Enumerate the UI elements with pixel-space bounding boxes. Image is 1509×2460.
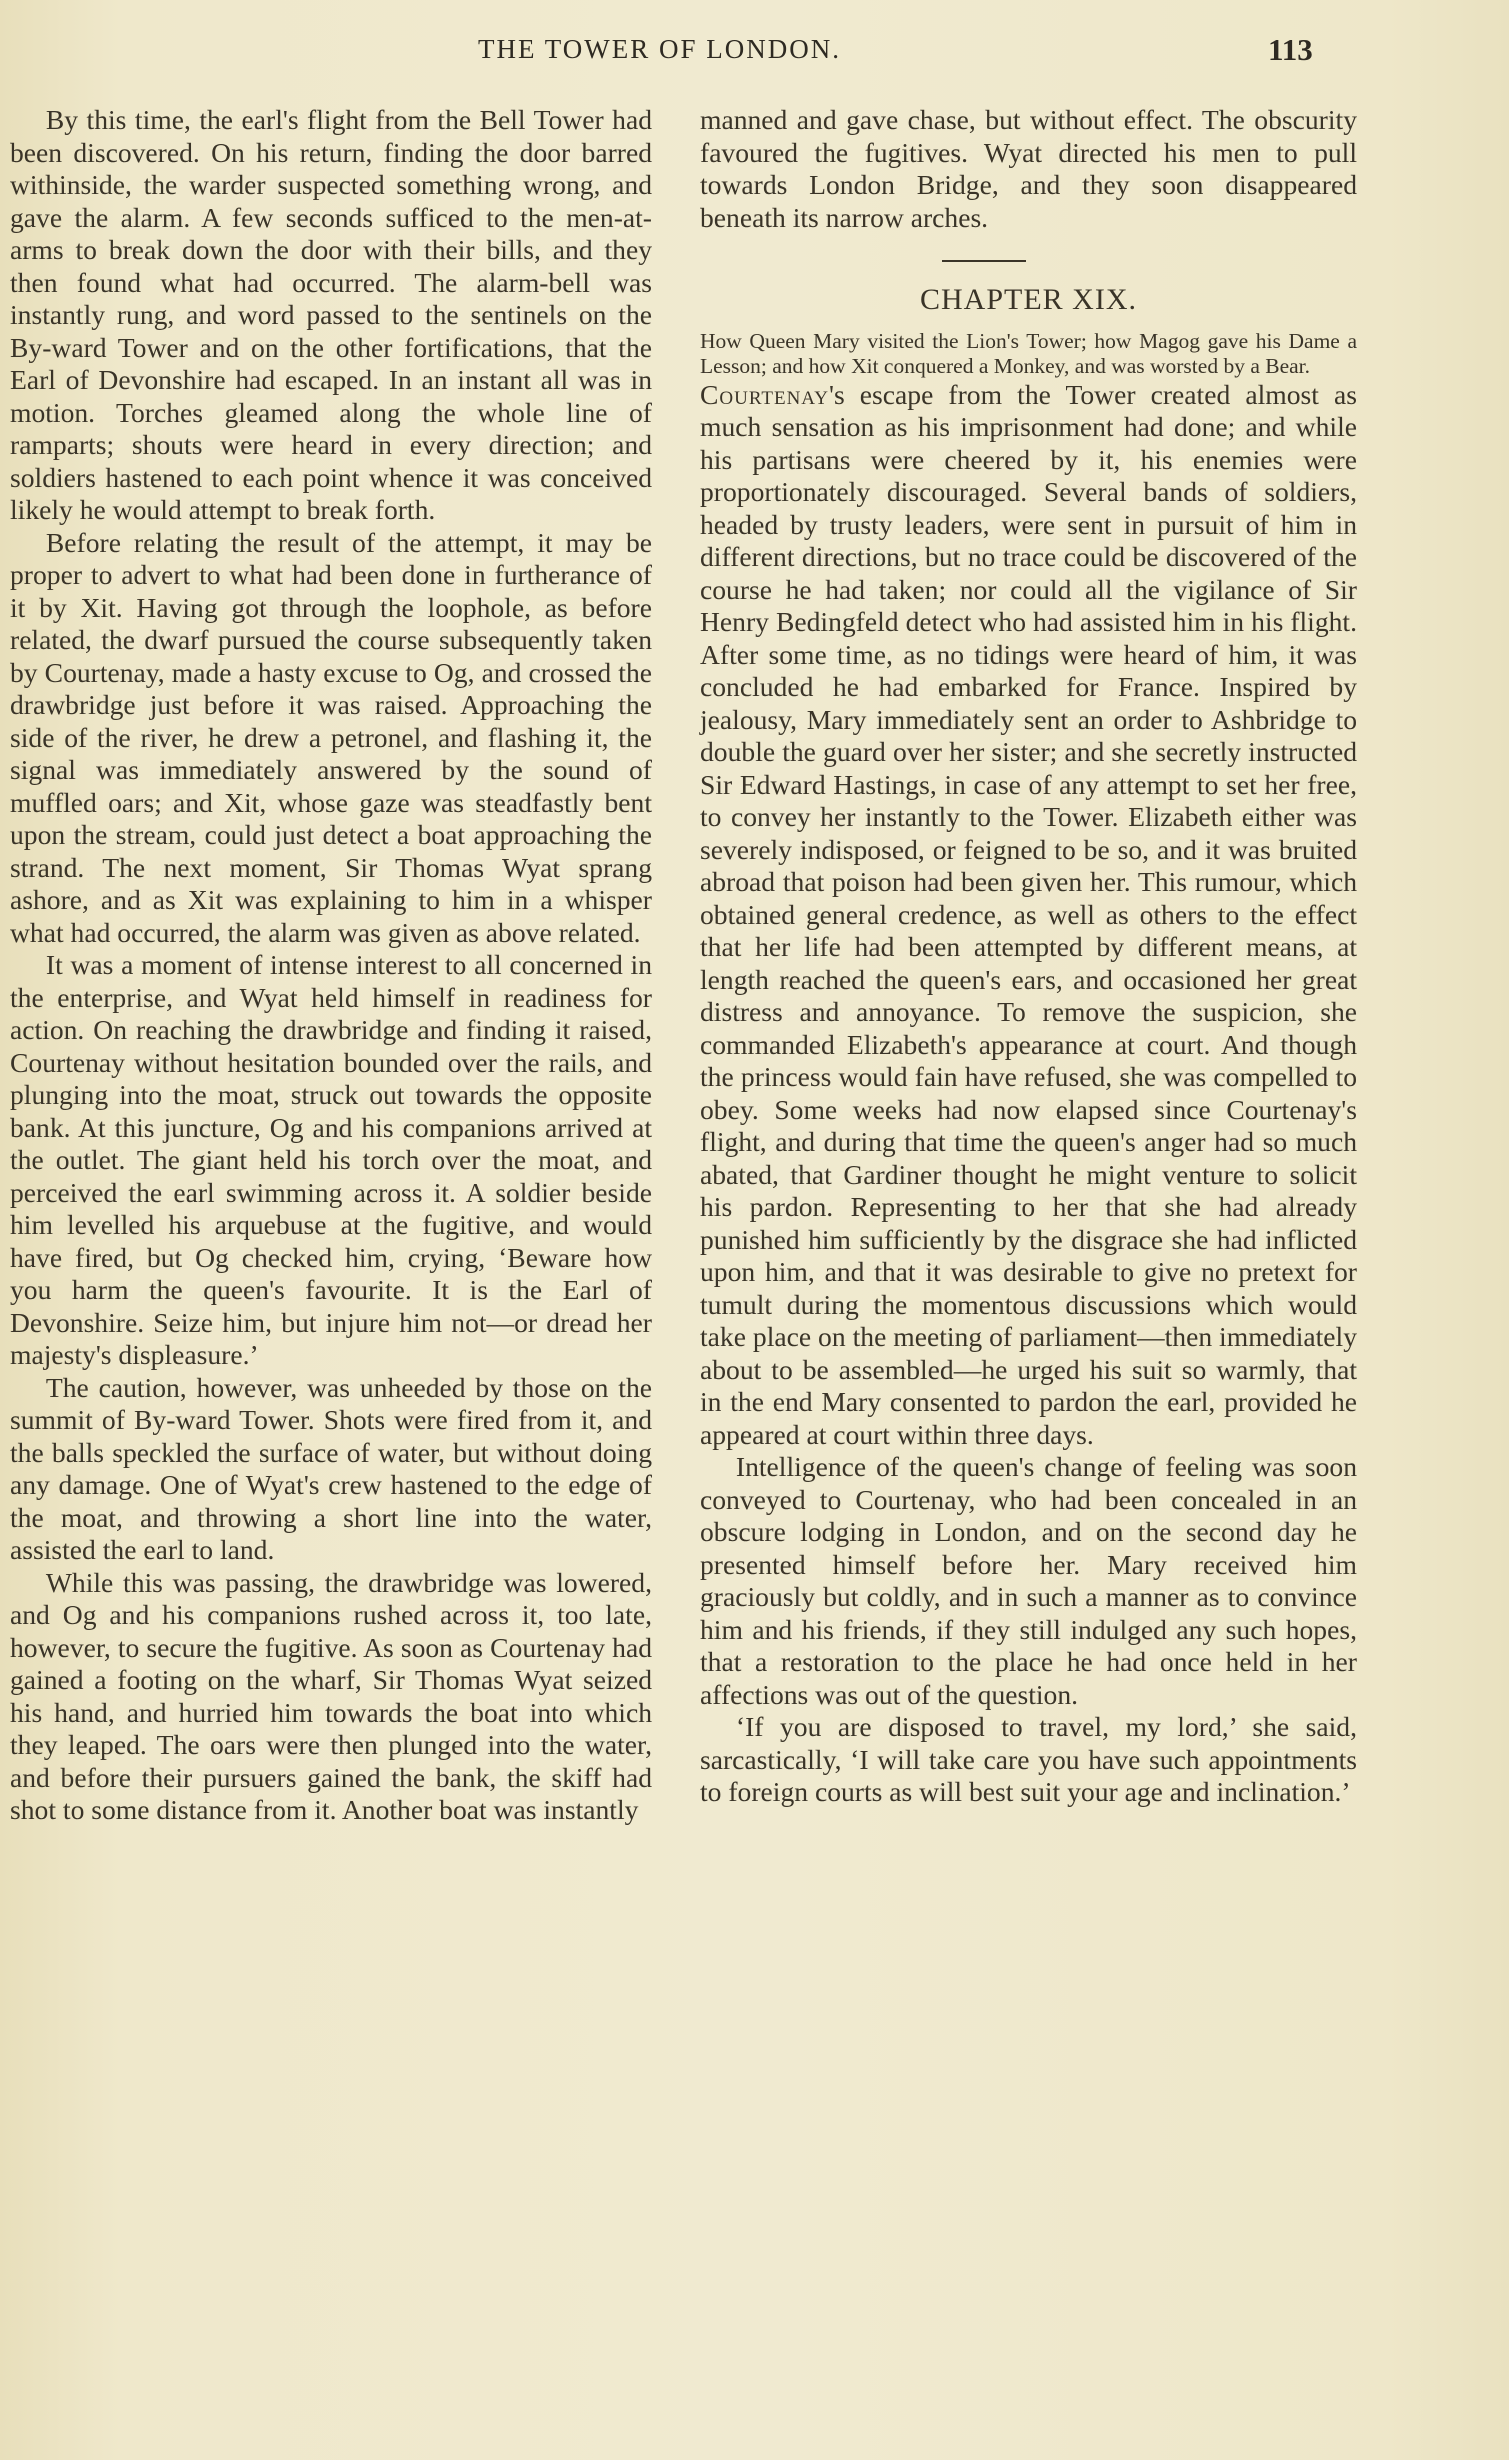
section-divider bbox=[942, 260, 1026, 262]
paragraph: Before relating the result of the attempt, it may be proper to advert to what had been done in furtherance of it by Xit. Having got through the loophole, as before related, the dwarf pursued the course subsequently taken by Courtenay, made a hasty excuse to Og, and crossed the drawbridge just before it was raised. Approaching the side of the river, he drew a petronel, and flashing it, the signal was immediately answered by the sound of muffled oars; and Xit, whose gaze was steadfastly bent upon the stream, could just detect a boat approaching the strand. The next moment, Sir Thomas Wyat sprang ashore, and as Xit was explaining to him in a whisper what had occurred, the alarm was given as above related. bbox=[10, 526, 652, 948]
chapter-heading: CHAPTER XIX. bbox=[919, 283, 1137, 316]
paragraph: The caution, however, was unheeded by those on the summit of By-ward Tower. Shots were fired from it, and the balls speckled the surface of water, but without doing any damage. One of Wyat's crew hastened to the edge of the moat, and throwing a short line into the water, assisted the earl to land. bbox=[10, 1371, 652, 1565]
page-number: 113 bbox=[1268, 32, 1313, 67]
running-head bbox=[0, 34, 1509, 70]
left-column bbox=[10, 104, 652, 1827]
chapter-first-paragraph bbox=[700, 379, 1357, 1452]
running-title: THE TOWER OF LONDON. bbox=[478, 34, 841, 64]
paragraph: While this was passing, the drawbridge was lowered, and Og and his companions rushed across it, too late, however, to secure the fugitive. As soon as Courtenay had gained a footing on the wharf, Sir Thomas Wyat seized his hand, and hurried him towards the boat into which they leaped. The oars were then plunged into the water, and before their pursuers gained the bank, the skiff had shot to some distance from it. Another boat was instantly bbox=[10, 1566, 652, 1825]
paragraph: Intelligence of the queen's change of feeling was soon conveyed to Courtenay, who had been concealed in an obscure lodging in London, and on the second day he presented himself before her. Mary received him graciously but coldly, and in such a manner as to convince him and his friends, if they still indulged any such hopes, that a restoration to the place he had once held in her affections was out of the question. bbox=[700, 1451, 1357, 1710]
chapter-summary: How Queen Mary visited the Lion's Tower; how Magog gave his Dame a Lesson; and how Xit conquered a Monkey, and was worsted by a Bear. bbox=[700, 328, 1357, 378]
first-paragraph-text: 's escape from the Tower created almost as much sensation as his imprisonment had done; and while his partisans were cheered by it, his enemies were proportionately discouraged. Several bands of soldiers, headed by trusty leaders, were sent in pursuit of him in different directions, but no trace could be discovered of the course he had taken; nor could all the vigilance of Sir Henry Bedingfeld detect who had assisted him in his flight. After some time, as no tidings were heard of him, it was concluded he had embarked for France. Inspired by jealousy, Mary immediately sent an order to Ashbridge to double the guard over her sister; and she secretly instructed Sir Edward Hastings, in case of any attempt to set her free, to convey her instantly to the Tower. Elizabeth either was severely indisposed, or feigned to be so, and it was bruited abroad that poison had been given her. This rumour, which obtained general credence, as well as others to the effect that her life had been attempted by different means, at length reached the queen's ears, and occasioned her great distress and annoyance. To remove the suspicion, she commanded Elizabeth's appearance at court. And though the princess would fain have refused, she was compelled to obey. Some weeks had now elapsed since Courtenay's flight, and during that time the queen's anger had so much abated, that Gardiner thought he might venture to solicit his pardon. Representing to her that she had already punished him sufficiently by the disgrace she had inflicted upon him, and that it was desirable to give no pretext for tumult during the momentous discussions which would take place on the meeting of parliament—then immediately about to be assembled—he urged his suit so warmly, that in the end Mary consented to pardon the earl, provided he appeared at court within three days. bbox=[700, 378, 1357, 1450]
paragraph: By this time, the earl's flight from the Bell Tower had been discovered. On his return, finding the door barred withinside, the warder suspected something wrong, and gave the alarm. A few seconds sufficed to the men-at-arms to break down the door with their bills, and they then found what had occurred. The alarm-bell was instantly rung, and word passed to the sentinels on the By-ward Tower and on the other fortifications, that the Earl of Devonshire had escaped. In an instant all was in motion. Torches gleamed along the whole line of ramparts; shouts were heard in every direction; and soldiers hastened to each point whence it was conceived likely he would attempt to break forth. bbox=[10, 104, 652, 525]
right-column bbox=[700, 104, 1357, 1809]
continued-paragraph: manned and gave chase, but without effect. The obscurity favoured the fugitives. Wyat directed his men to pull towards London Bridge, and they soon disappeared beneath its narrow arches. bbox=[700, 104, 1357, 233]
paragraph: It was a moment of intense interest to all concerned in the enterprise, and Wyat held himself in readiness for action. On reaching the drawbridge and finding it raised, Courtenay without hesitation bounded over the rails, and plunging into the moat, struck out towards the opposite bank. At this juncture, Og and his companions arrived at the outlet. The giant held his torch over the moat, and perceived the earl swimming across it. A soldier beside him levelled his arquebuse at the fugitive, and would have fired, but Og checked him, crying, ‘Beware how you harm the queen's favourite. It is the Earl of Devonshire. Seize him, but injure him not—or dread her majesty's displeasure.’ bbox=[10, 949, 652, 1370]
paragraph: ‘If you are disposed to travel, my lord,’ she said, sarcastically, ‘I will take care you have such appointments to foreign courts as will best suit your age and inclination.’ bbox=[700, 1711, 1357, 1807]
smallcaps-opening-word: Courtenay bbox=[700, 378, 830, 410]
